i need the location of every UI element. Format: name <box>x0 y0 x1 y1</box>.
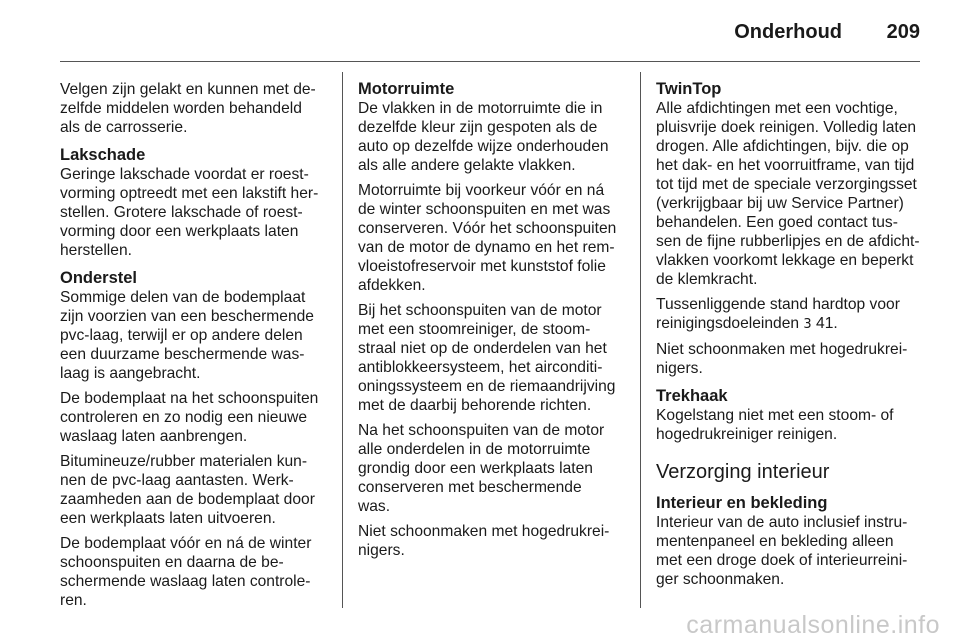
heading-onderstel: Onderstel <box>60 269 138 287</box>
column-3 <box>656 80 928 595</box>
text-line: vloeistofreservoir met kunststof folie <box>358 258 606 275</box>
text-line: met de daarbij behorende richten. <box>358 397 592 414</box>
text-line: Tussenliggende stand hardtop voor <box>656 296 900 313</box>
text-line: zaamheden aan de bodemplaat door <box>60 491 315 508</box>
heading-lakschade: Lakschade <box>60 146 146 164</box>
text-line: laag is aangebracht. <box>60 365 201 382</box>
text-line: (verkrijgbaar bij uw Service Partner) <box>656 195 904 212</box>
text-line: zijn voorzien van een beschermende <box>60 308 314 325</box>
text-line: De bodemplaat na het schoonspuiten <box>60 390 319 407</box>
text-line: Geringe lakschade voordat er roest- <box>60 166 309 183</box>
text-line: het dak- en het voorruitframe, van tijd <box>656 157 915 174</box>
header-rule <box>60 61 920 62</box>
text-line: De vlakken in de motorruimte die in <box>358 100 603 117</box>
text-line: een werkplaats laten uitvoeren. <box>60 510 276 527</box>
text-line: nen de pvc-laag aantasten. Werk- <box>60 472 294 489</box>
paragraph-motorruimte-2 <box>358 181 630 295</box>
text-line: stellen. Grotere lakschade of roest- <box>60 204 303 221</box>
column-divider-1 <box>342 72 343 608</box>
text-line: Na het schoonspuiten van de motor <box>358 422 605 439</box>
text-line: Niet schoonmaken met hogedrukrei- <box>656 341 908 358</box>
text-line: schoonspuiten en daarna de be- <box>60 554 284 571</box>
text-line: grondig door een werkplaats laten <box>358 460 593 477</box>
text-line: nigers. <box>358 542 405 559</box>
text-line: auto op dezelfde wijze onderhouden <box>358 138 609 155</box>
text-line: afdekken. <box>358 277 426 294</box>
column-2 <box>358 80 630 566</box>
text-line: Niet schoonmaken met hogedrukrei- <box>358 523 610 540</box>
text-line: pluisvrije doek reinigen. Volledig laten <box>656 119 917 136</box>
paragraph-lakschade <box>60 165 330 260</box>
text-line: Alle afdichtingen met een vochtige, <box>656 100 898 117</box>
text-line: De bodemplaat vóór en ná de winter <box>60 535 312 552</box>
page-reference[interactable]: 41. <box>816 315 838 332</box>
text-line: herstellen. <box>60 242 132 259</box>
text-line: vorming optreedt met een lakstift her- <box>60 185 319 202</box>
text-line: alle onderdelen in de motorruimte <box>358 441 591 458</box>
text-line: waslaag laten aanbrengen. <box>60 428 248 445</box>
page-header <box>0 0 960 62</box>
text-line: conserveren met beschermende <box>358 479 582 496</box>
heading-trekhaak: Trekhaak <box>656 387 728 405</box>
text-line: schermende waslaag laten controle- <box>60 573 311 590</box>
text-line: ger schoonmaken. <box>656 571 785 588</box>
text-line: Velgen zijn gelakt en kunnen met de- <box>60 81 316 98</box>
text-line: Bitumineuze/rubber materialen kun- <box>60 453 308 470</box>
text-line: als alle andere gelakte vlakken. <box>358 157 576 174</box>
column-divider-2 <box>640 72 641 608</box>
text-line: Motorruimte bij voorkeur vóór en ná <box>358 182 605 199</box>
text-line: dezelfde kleur zijn gespoten als de <box>358 119 598 136</box>
heading-twintop: TwinTop <box>656 80 722 98</box>
paragraph-onderstel-3 <box>60 452 330 528</box>
text-line: vorming door een werkplaats laten <box>60 223 299 240</box>
text-line: ren. <box>60 592 87 609</box>
text-line: conserveren. Vóór het schoonspuiten <box>358 220 617 237</box>
text-line: zelfde middelen worden behandeld <box>60 100 302 117</box>
paragraph-motorruimte-4 <box>358 421 630 516</box>
paragraph-onderstel-4 <box>60 534 330 610</box>
heading-verzorging-interieur: Verzorging interieur <box>656 461 830 483</box>
text-line: mentenpaneel en bekleding alleen <box>656 533 894 550</box>
text-line: was. <box>358 498 391 515</box>
text-line: Kogelstang niet met een stoom- of <box>656 407 894 424</box>
text-line: Interieur van de auto inclusief instru- <box>656 514 908 531</box>
text-line: tot tijd met de speciale verzorgingsset <box>656 176 917 193</box>
paragraph-motorruimte-1 <box>358 99 630 175</box>
paragraph-twintop-2 <box>656 295 928 334</box>
text-line: sen de fijne rubberlipjes en de afdicht- <box>656 233 920 250</box>
heading-motorruimte: Motorruimte <box>358 80 455 98</box>
text-line: hogedrukreiniger reinigen. <box>656 426 838 443</box>
page-number: 209 <box>886 21 920 43</box>
paragraph-trekhaak <box>656 406 928 444</box>
paragraph-twintop-3 <box>656 340 928 378</box>
text-line: een duurzame beschermende was- <box>60 346 305 363</box>
text-line: straal niet op de onderdelen van het <box>358 340 607 357</box>
heading-interieur-bekleding: Interieur en bekleding <box>656 494 828 512</box>
watermark: carmanualsonline.info <box>686 611 940 639</box>
section-title: Onderhoud <box>734 21 842 43</box>
text-line: als de carrosserie. <box>60 119 188 136</box>
paragraph-motorruimte-3 <box>358 301 630 415</box>
text-line: van de motor de dynamo en het rem- <box>358 239 615 256</box>
text-line: Sommige delen van de bodemplaat <box>60 289 306 306</box>
text-line: oningssysteem en de riemaandrijving <box>358 378 616 395</box>
paragraph-velgen <box>60 80 330 137</box>
paragraph-onderstel-2 <box>60 389 330 446</box>
text-line: de winter schoonspuiten en met was <box>358 201 611 218</box>
paragraph-interieur <box>656 513 928 589</box>
text-line: nigers. <box>656 360 703 377</box>
text-line: antiblokkeersysteem, het airconditi- <box>358 359 603 376</box>
paragraph-onderstel-1 <box>60 288 330 383</box>
column-1 <box>60 80 330 616</box>
paragraph-motorruimte-5 <box>358 522 630 560</box>
text-line: behandelen. Een goed contact tus- <box>656 214 898 231</box>
text-line: drogen. Alle afdichtingen, bijv. die op <box>656 138 909 155</box>
text-line: controleren en zo nodig een nieuwe <box>60 409 308 426</box>
text-line: Bij het schoonspuiten van de motor <box>358 302 602 319</box>
text-line <box>656 314 928 334</box>
text-fragment: reinigingsdoeleinden <box>656 315 800 332</box>
text-line: vlakken voorkomt lekkage en beperkt <box>656 252 914 269</box>
text-line: met een droge doek of interieurreini- <box>656 552 908 569</box>
text-line: met een stoomreiniger, de stoom- <box>358 321 591 338</box>
text-line: de klemkracht. <box>656 271 758 288</box>
paragraph-twintop-1 <box>656 99 928 289</box>
text-line: pvc-laag, terwijl er op andere delen <box>60 327 303 344</box>
page-reference-arrow-icon: 3 <box>803 317 812 332</box>
